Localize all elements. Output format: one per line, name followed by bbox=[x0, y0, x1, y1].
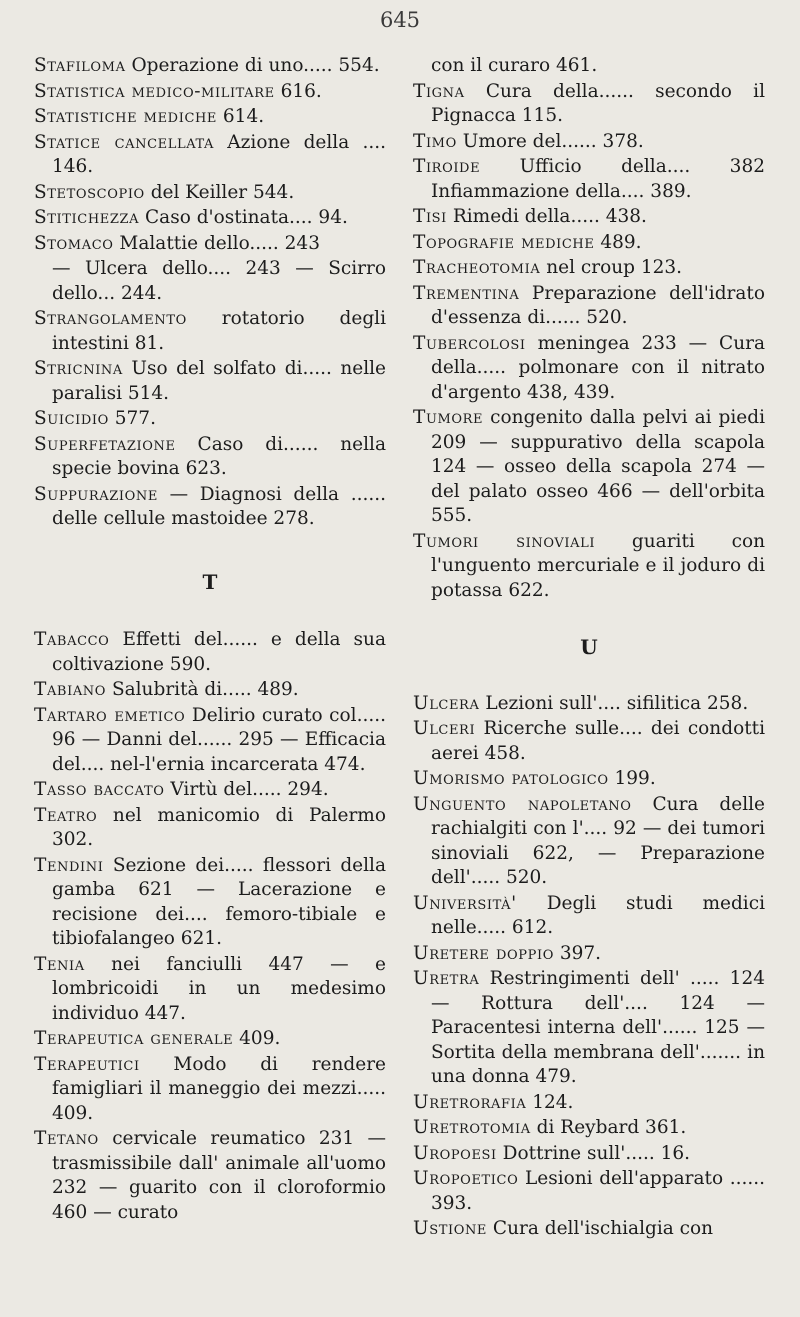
index-entry bbox=[413, 54, 765, 79]
index-entry bbox=[413, 967, 765, 1090]
index-entry bbox=[34, 357, 386, 406]
entry-heading: Tiroide bbox=[413, 156, 481, 177]
entry-heading: Topografie mediche bbox=[413, 231, 595, 253]
index-entry bbox=[413, 282, 765, 331]
entry-text: 489. bbox=[600, 231, 642, 253]
entry-text: — Diagnosi della ...... delle cellule mastoidee 278. bbox=[52, 483, 386, 529]
index-entry bbox=[34, 232, 386, 257]
section-letter-u: U bbox=[580, 635, 598, 659]
entry-text: Lesioni dell'apparato ...... 393. bbox=[431, 1168, 765, 1214]
index-entry bbox=[413, 130, 765, 155]
entry-text: Virtù del..... 294. bbox=[170, 779, 329, 800]
entry-text: Sezione dei..... flessori della gamba 621 — Lacerazione e recisione dei.... femoro-tibiale e tibiofalangeo 621. bbox=[52, 854, 386, 949]
entry-heading: Uretere doppio bbox=[413, 942, 554, 964]
index-entry bbox=[34, 854, 386, 952]
entry-heading: Stomaco bbox=[34, 232, 114, 254]
entry-text: di Reybard 361. bbox=[536, 1117, 687, 1138]
entry-text: Cura delle rachialgiti con l'.... 92 — dei tumori sinoviali 622, — Preparazione dell'..... 520. bbox=[431, 793, 765, 888]
index-entry bbox=[413, 892, 765, 941]
entry-text: con il curaro 461. bbox=[431, 55, 598, 76]
entries-u-list bbox=[413, 692, 765, 1242]
entry-heading: Tabiano bbox=[34, 679, 107, 700]
entry-text: Malattie dello..... 243 bbox=[119, 232, 320, 254]
page-number: 645 bbox=[379, 8, 421, 32]
entry-heading: Tartaro emetico bbox=[34, 704, 186, 726]
entry-text: rotatorio degli intestini 81. bbox=[52, 308, 386, 354]
entry-text: 616. bbox=[280, 80, 322, 102]
entry-heading: Tracheotomia bbox=[413, 257, 541, 278]
entry-text: 409. bbox=[239, 1028, 281, 1049]
index-entry bbox=[34, 407, 386, 432]
index-entry bbox=[413, 1217, 765, 1242]
entry-heading: Università' bbox=[413, 892, 517, 914]
entry-heading: Uretra bbox=[413, 968, 480, 989]
entry-heading: Statice cancellata bbox=[34, 131, 215, 153]
entry-text: 199. bbox=[614, 768, 656, 789]
entries-t-list bbox=[34, 628, 386, 1225]
index-entry bbox=[413, 1142, 765, 1167]
index-entry bbox=[413, 1091, 765, 1116]
entry-heading: Terapeutica generale bbox=[34, 1028, 234, 1049]
entry-heading: Superfetazione bbox=[34, 433, 176, 455]
index-entry bbox=[34, 181, 386, 206]
entry-text: 397. bbox=[559, 942, 602, 964]
entry-heading: Uropoetico bbox=[413, 1168, 519, 1189]
entry-heading: Trementina bbox=[413, 282, 520, 304]
index-entry bbox=[413, 332, 765, 406]
entry-text: Caso d'ostinata.... 94. bbox=[145, 207, 348, 228]
entry-heading: Suppurazione bbox=[34, 483, 158, 505]
entry-heading: Tumore bbox=[413, 407, 484, 428]
entry-text: Restringimenti dell' ..... 124 — Rottura dell'.... 124 — Paracentesi interna dell'...... 125 — Sortita della membrana dell'....... in una donna 479. bbox=[431, 968, 765, 1087]
index-entry bbox=[34, 131, 386, 180]
entry-text: 124. bbox=[532, 1091, 574, 1113]
entry-text: Uso del solfato di..... nelle paralisi 514. bbox=[52, 358, 386, 404]
entry-text: congenito dalla pelvi ai piedi 209 — suppurativo della scapola 124 — osseo della scapola 274 — del palato osseo 466 — dell'orbita 555. bbox=[431, 407, 765, 526]
index-entry bbox=[413, 767, 765, 792]
entry-heading: Umorismo patologico bbox=[413, 768, 609, 789]
right-column bbox=[413, 54, 765, 1243]
entry-heading: Stitichezza bbox=[34, 207, 140, 228]
entry-text: 614. bbox=[222, 106, 265, 127]
entry-text: Operazione di uno..... 554. bbox=[131, 55, 380, 76]
entry-text: del Keiller 544. bbox=[150, 181, 295, 203]
entry-text: Dottrine sull'..... 16. bbox=[502, 1142, 691, 1164]
index-entry bbox=[34, 433, 386, 482]
entry-text: cervicale reumatico 231 — trasmissibile dall' animale all'uomo 232 — guarito con il cloroformio 460 — curato bbox=[52, 1128, 386, 1223]
entry-heading: Teatro bbox=[34, 804, 98, 826]
index-entry bbox=[34, 1127, 386, 1225]
entry-heading: Tigna bbox=[413, 80, 465, 102]
index-entry bbox=[34, 54, 386, 79]
entries-t-continued-list bbox=[413, 54, 765, 603]
entry-heading: Suicidio bbox=[34, 408, 109, 429]
index-entry bbox=[413, 406, 765, 529]
entry-text: nel manicomio di Palermo 302. bbox=[52, 804, 386, 850]
index-entry bbox=[413, 1167, 765, 1216]
entry-heading: Tubercolosi bbox=[413, 332, 526, 354]
entry-text: Cura della...... secondo il Pignacca 115. bbox=[431, 80, 765, 126]
entry-heading: Stricnina bbox=[34, 358, 123, 379]
entry-heading: Ulcera bbox=[413, 692, 480, 714]
entry-text: nel croup 123. bbox=[546, 257, 683, 278]
entry-text: Cura dell'ischialgia con bbox=[492, 1218, 714, 1239]
entry-heading: Tendini bbox=[34, 854, 104, 876]
index-entry bbox=[34, 483, 386, 532]
index-entry bbox=[34, 1027, 386, 1052]
entry-text: Caso di...... nella specie bovina 623. bbox=[52, 433, 386, 479]
index-entry bbox=[34, 778, 386, 803]
index-entry bbox=[34, 105, 386, 130]
entry-heading: Unguento napoletano bbox=[413, 793, 632, 815]
entry-text: 577. bbox=[114, 408, 156, 429]
index-entry bbox=[413, 942, 765, 967]
entry-heading: Tetano bbox=[34, 1128, 99, 1149]
entry-text: guariti con l'unguento mercuriale e il joduro di potassa 622. bbox=[431, 530, 765, 601]
index-entry bbox=[34, 206, 386, 231]
entry-text: Delirio curato col..... 96 — Danni del...... 295 — Efficacia del.... nel-l'ernia incarcerata 474. bbox=[52, 704, 386, 775]
entry-text: Ufficio della.... 382 Infiammazione della.... 389. bbox=[431, 156, 765, 202]
left-column bbox=[34, 54, 386, 1226]
entry-heading: Terapeutici bbox=[34, 1053, 140, 1075]
entry-heading: Ulceri bbox=[413, 718, 476, 739]
entry-text: Preparazione dell'idrato d'essenza di...... 520. bbox=[431, 282, 765, 328]
entry-heading: Tabacco bbox=[34, 629, 110, 650]
entry-text: Salubrità di..... 489. bbox=[111, 679, 299, 700]
index-entry bbox=[413, 530, 765, 604]
entry-heading: Tenia bbox=[34, 953, 85, 975]
index-entry bbox=[413, 692, 765, 717]
entry-heading: Timo bbox=[413, 130, 457, 152]
entry-heading: Tisi bbox=[413, 206, 447, 227]
index-entry bbox=[34, 80, 386, 105]
entry-heading: Stafiloma bbox=[34, 55, 126, 76]
entries-s-list bbox=[34, 54, 386, 532]
entry-heading: Strangolamento bbox=[34, 308, 187, 329]
index-entry bbox=[34, 704, 386, 778]
entry-heading: Statistiche mediche bbox=[34, 106, 218, 127]
index-entry bbox=[413, 205, 765, 230]
index-entry bbox=[34, 953, 386, 1027]
index-entry bbox=[413, 717, 765, 766]
entry-heading: Uropoesi bbox=[413, 1142, 497, 1164]
index-entry bbox=[413, 231, 765, 256]
index-entry bbox=[34, 1053, 386, 1127]
index-entry bbox=[413, 256, 765, 281]
index-entry bbox=[413, 80, 765, 129]
index-entry bbox=[34, 804, 386, 853]
index-entry bbox=[413, 155, 765, 204]
index-entry bbox=[413, 793, 765, 891]
section-letter-t: T bbox=[202, 569, 218, 594]
entry-text: Effetti del...... e della sua coltivazione 590. bbox=[52, 629, 386, 675]
entry-heading: Tasso baccato bbox=[34, 779, 165, 800]
entry-text: Ricerche sulle.... dei condotti aerei 458. bbox=[431, 718, 765, 764]
entry-heading: Stetoscopio bbox=[34, 181, 145, 203]
index-entry bbox=[413, 1116, 765, 1141]
entry-text: Azione della .... 146. bbox=[52, 131, 386, 177]
entry-heading: Statistica medico-militare bbox=[34, 80, 275, 102]
entry-heading: Uretrotomia bbox=[413, 1117, 531, 1138]
entry-heading: Tumori sinoviali bbox=[413, 530, 596, 552]
entry-text: Modo di rendere famigliari il maneggio dei mezzi..... 409. bbox=[52, 1053, 386, 1124]
entry-text: nei fanciulli 447 — e lombricoidi in un medesimo individuo 447. bbox=[52, 953, 386, 1024]
entry-text: — Ulcera dello.... 243 — Scirro dello... 244. bbox=[52, 258, 386, 304]
entry-text: meningea 233 — Cura della..... polmonare con il nitrato d'argento 438, 439. bbox=[431, 332, 766, 403]
index-entry bbox=[34, 628, 386, 677]
entry-text: Umore del...... 378. bbox=[462, 130, 644, 152]
entry-heading: Uretrorafia bbox=[413, 1091, 527, 1113]
index-entry bbox=[34, 257, 386, 306]
entry-text: Rimedi della..... 438. bbox=[452, 206, 647, 227]
entry-heading: Ustione bbox=[413, 1218, 488, 1239]
entry-text: Degli studi medici nelle..... 612. bbox=[431, 892, 765, 938]
index-entry bbox=[34, 307, 386, 356]
entry-text: Lezioni sull'.... sifilitica 258. bbox=[485, 692, 749, 714]
index-entry bbox=[34, 678, 386, 703]
